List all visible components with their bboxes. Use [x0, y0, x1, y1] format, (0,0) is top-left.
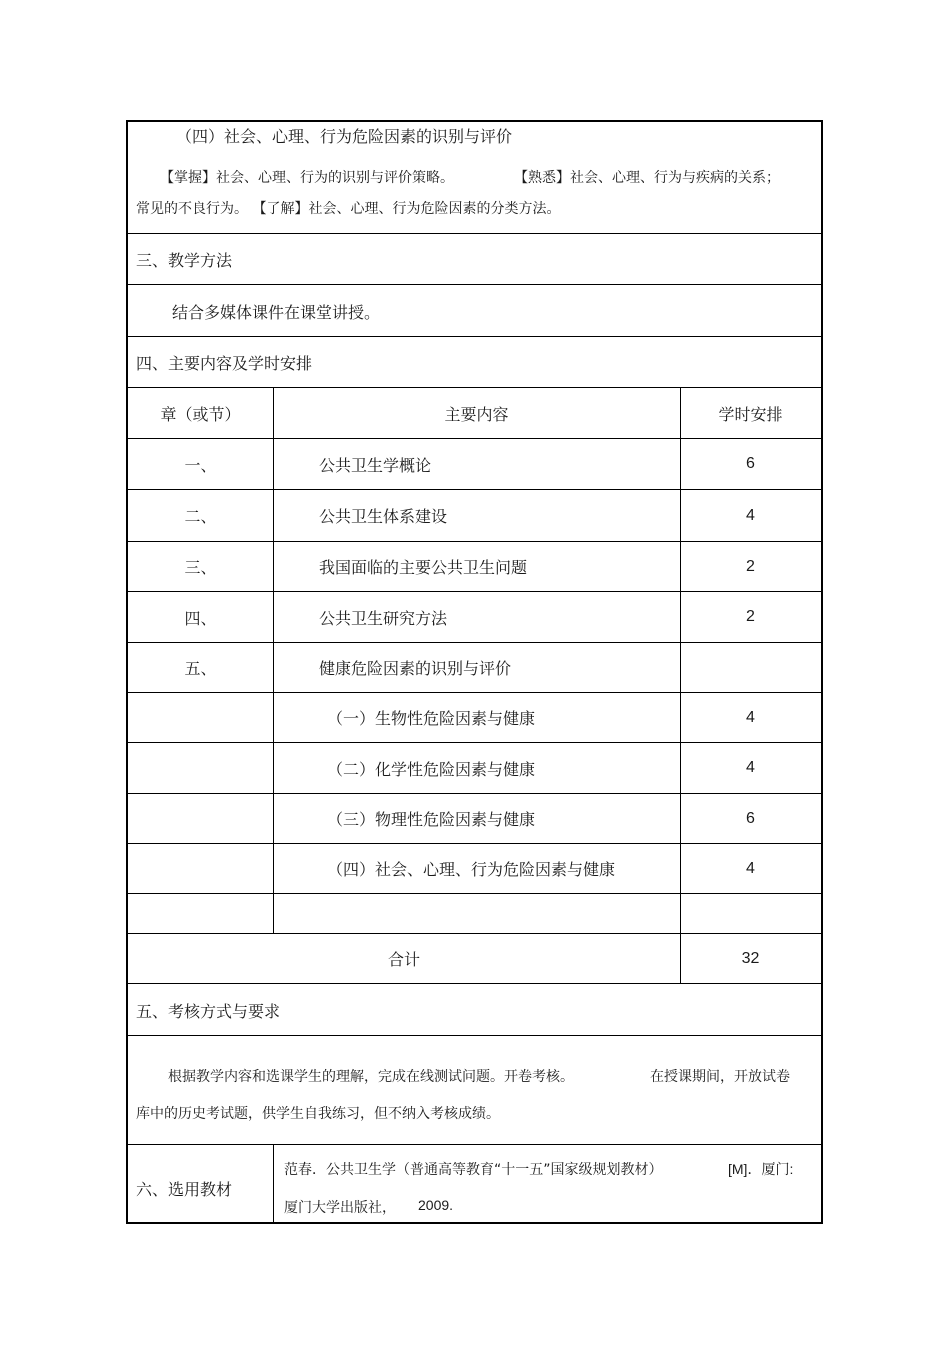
content-title-cell: [273, 439, 680, 489]
textbook-row: [128, 1145, 821, 1224]
chapter-number-cell: [128, 794, 273, 843]
total-hours-value: 32: [741, 949, 760, 967]
hours-value-cell: [680, 693, 821, 742]
schedule-row: [128, 693, 821, 743]
hours-value-cell: [680, 844, 821, 893]
textbook-line-1b: [M]．厦门:: [728, 1161, 794, 1177]
content-title-cell: [273, 794, 680, 843]
content-title: （一）生物性危险因素与健康: [327, 709, 536, 728]
column-header-content: 主要内容: [444, 404, 509, 424]
schedule-row: [128, 439, 821, 490]
hours-value: 4: [746, 859, 755, 877]
teaching-method-content: 结合多媒体课件在课堂讲授。: [172, 303, 381, 322]
assessment-line-2: 库中的历史考试题，供学生自我练习，但不纳入考核成绩。: [136, 1106, 500, 1122]
schedule-row: [128, 542, 821, 592]
content-title: 公共卫生体系建设: [319, 507, 448, 526]
total-hours-value-cell: [680, 934, 821, 983]
chapter-number: 四、: [184, 608, 217, 628]
content-title-cell: [273, 743, 680, 793]
schedule-row: [128, 490, 821, 542]
content-title: 公共卫生学概论: [319, 455, 432, 475]
familiar-text: 【熟悉】社会、心理、行为与疾病的关系；: [514, 170, 780, 186]
content-title-cell: [273, 592, 680, 642]
hours-value: 4: [746, 506, 755, 524]
column-header-hours: 学时安排: [718, 404, 783, 424]
content-title-cell: [273, 894, 680, 933]
chapter-number-cell: [128, 490, 273, 541]
column-header-hours-cell: [680, 388, 821, 438]
chapter-number-cell: [128, 743, 273, 793]
hours-value-cell: [680, 794, 821, 843]
hours-value: 6: [746, 455, 755, 472]
hours-value: 2: [746, 608, 755, 625]
content-title: 我国面临的主要公共卫生问题: [319, 558, 528, 577]
schedule-heading: 四、主要内容及学时安排: [136, 354, 313, 373]
schedule-total-row: [128, 934, 821, 984]
hours-value: 4: [746, 708, 755, 726]
content-title: （四）社会、心理、行为危险因素与健康: [327, 860, 616, 879]
hours-value: 4: [746, 759, 755, 776]
teaching-method-content-row: [128, 285, 821, 337]
teaching-method-heading: 三、教学方法: [136, 251, 233, 270]
schedule-row: [128, 844, 821, 894]
chapter-number-cell: [128, 592, 273, 642]
content-title: 公共卫生研究方法: [319, 608, 448, 628]
content-title-cell: [273, 490, 680, 541]
hours-value-cell: [680, 894, 821, 933]
schedule-row: [128, 643, 821, 693]
hours-value-cell: [680, 743, 821, 793]
hours-value: 6: [746, 809, 755, 827]
schedule-heading-row: [128, 337, 821, 388]
textbook-line-1a: 范春．公共卫生学（普通高等教育“十一五”国家级规划教材）: [284, 1162, 663, 1178]
hours-value-cell: [680, 592, 821, 642]
content-title-cell: [273, 542, 680, 591]
textbook-label: 六、选用教材: [136, 1180, 233, 1199]
schedule-header-row: [128, 388, 821, 439]
understand-text: 常见的不良行为。 【了解】社会、心理、行为危险因素的分类方法。: [136, 201, 561, 217]
assessment-content-row: [128, 1036, 821, 1145]
schedule-row: [128, 794, 821, 844]
schedule-row: [128, 743, 821, 794]
column-header-content-cell: [273, 388, 680, 438]
assessment-line-1a: 根据教学内容和选课学生的理解，完成在线测试问题。开卷考核。: [168, 1069, 574, 1085]
chapter-number-cell: [128, 844, 273, 893]
risk-factor-section: [128, 122, 821, 234]
content-title: （二）化学性危险因素与健康: [327, 759, 536, 779]
chapter-number-cell: [128, 894, 273, 933]
chapter-number: 一、: [184, 455, 217, 475]
hours-value-cell: [680, 439, 821, 489]
hours-value-cell: [680, 542, 821, 591]
assessment-heading: 五、考核方式与要求: [136, 1002, 281, 1021]
chapter-number: 三、: [184, 558, 217, 577]
assessment-line-1b: 在授课期间，开放试卷: [650, 1069, 790, 1085]
column-header-chapter-cell: [128, 388, 273, 438]
column-header-chapter: 章（或节）: [160, 404, 241, 424]
chapter-number-cell: [128, 542, 273, 591]
column-divider: [273, 1145, 274, 1224]
content-title: 健康危险因素的识别与评价: [319, 659, 512, 678]
schedule-row: [128, 894, 821, 934]
content-title-cell: [273, 693, 680, 742]
syllabus-document: [126, 120, 823, 1224]
chapter-number: 二、: [184, 507, 217, 526]
chapter-number-cell: [128, 693, 273, 742]
chapter-number-cell: [128, 439, 273, 489]
teaching-method-heading-row: [128, 234, 821, 285]
content-title-cell: [273, 844, 680, 893]
schedule-row: [128, 592, 821, 643]
assessment-heading-row: [128, 984, 821, 1036]
content-title-cell: [273, 643, 680, 692]
mastery-text: 【掌握】社会、心理、行为的识别与评价策略。: [160, 170, 454, 186]
section-heading: （四）社会、心理、行为危险因素的识别与评价: [176, 127, 513, 146]
chapter-number: 五、: [184, 659, 217, 678]
total-label: 合计: [387, 950, 420, 969]
hours-value: 2: [746, 557, 755, 575]
chapter-number-cell: [128, 643, 273, 692]
textbook-line-2a: 厦门大学出版社，: [284, 1200, 396, 1216]
content-title: （三）物理性危险因素与健康: [327, 810, 536, 829]
total-label-cell: [128, 934, 680, 983]
textbook-line-2b: 2009.: [418, 1197, 454, 1213]
hours-value-cell: [680, 643, 821, 692]
hours-value-cell: [680, 490, 821, 541]
